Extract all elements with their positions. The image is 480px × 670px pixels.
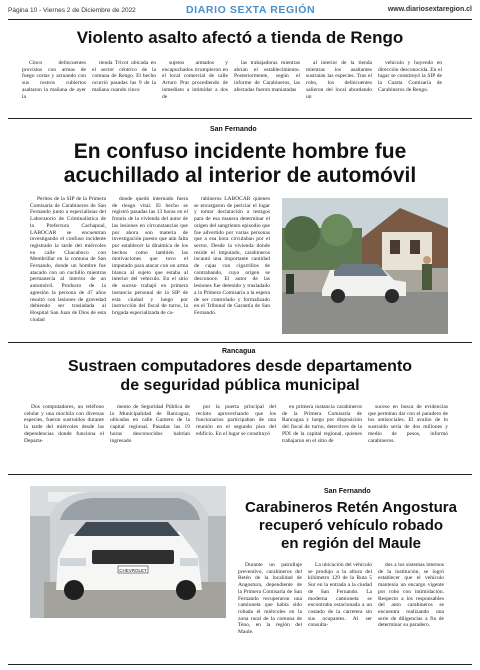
car-street-scene-image bbox=[282, 198, 448, 334]
article4-title-line2: recuperó vehículo robado bbox=[258, 517, 444, 534]
article3-col-5: suceso en busca de evidencias que permitan dar con el paradero de los antisociales. El avalúo de lo sustraído sería de dos millones y medio de pesos, informó carabineros. bbox=[368, 404, 448, 444]
article1-col-3: sujetos armados y encapuchados irrumpieron en el local comercial de calle Arturo Prat procediendo de inmediato a intimidar a dos de bbox=[162, 60, 228, 100]
article1-col-1: Cinco delincuentes provistos con armas de fuego cortas y actuando con sus rostros cubiertos asaltaron la mañana de ayer la bbox=[22, 60, 86, 100]
article4-title-line3: en región del Maule bbox=[280, 535, 422, 552]
article3-title-line1: Sustraen computadores desde departamento bbox=[67, 358, 413, 375]
article4-title-line1: Carabineros Retén Angostura bbox=[245, 499, 457, 516]
article2-col-2: donde quedó internado fuera de riesgo vital. El hecho se registró pasadas las 13 horas en el frontis de la vivienda del autor de las lesiones en circunstancias que por ahora son materia de investigación puesto que aún falta por establecer la dinámica de los hechos como también las motivaciones que tuvo el imputado para atacar con un arma blanca al sujeto que estaba al interior del vehículo. En el sitio de suceso trabajó en primera instancia personal de la SIP de esta ciudad y luego por instrucción del fiscal de turno, la brigada especializada de ca- bbox=[112, 196, 188, 316]
header-rule bbox=[8, 19, 472, 20]
vehicle-photo bbox=[30, 486, 226, 618]
page-date: Página 10 - Viernes 2 de Diciembre de 2022 bbox=[8, 7, 136, 14]
article3-col-1: Dos computadores, un teléfono celular y una mochila con diversas especies, fueron sustraídos durante la tarde del miércoles desde las dependencias donde funciona el Departa- bbox=[24, 404, 104, 444]
newspaper-brand: DIARIO SEXTA REGIÓN bbox=[186, 4, 316, 16]
article3-col-4: en primera instancia carabineros de la Primera Comisaría de Rancagua y luego por disposición del fiscal de turno, detectives de la PDI de la capital regional, quienes trabajaron en el sitio de bbox=[282, 404, 362, 444]
page-bottom-rule bbox=[8, 664, 472, 665]
article3-col-2: mento de Seguridad Pública de la Municipalidad de Rancagua, ubicadas en calle Gamero de la capital regional. Pasadas las 19 horas desconocidos habrían ingresado bbox=[110, 404, 190, 444]
recovered-truck-image bbox=[30, 486, 226, 618]
article2-title-line2: acuchillado al interior de automóvil bbox=[63, 164, 417, 187]
article3-kicker: Rancagua bbox=[222, 348, 256, 355]
article2-divider bbox=[8, 342, 472, 343]
article4-col-2: La ubicación del vehículo se produjo a la altura del kilómetro 129 de la Ruta 5 Sur en la entrada a la ciudad de San Fernando. La moderna camioneta se encontraba estacionada a un costado de la carretera sin sus ocupantes. Al ser consulta- bbox=[308, 562, 372, 629]
photo-plate-text: CHEVROLET bbox=[119, 568, 147, 573]
article3-divider bbox=[8, 474, 472, 475]
article1-col-6: vehículo y huyendo en dirección desconocida. En el lugar se constituyó la SIP de la Cuarta Comisaría de Carabineros de Rengo. bbox=[378, 60, 442, 93]
website-link[interactable]: www.diariosextaregion.cl bbox=[387, 6, 472, 13]
article4-col-1: Durante un patrullaje preventivo, carabineros del Retén de la localidad de Angostura, dependiente de la Primera Comisaría de San Fernando recuperaron una camioneta que había sido robada el miércoles en la zona rural de la comuna de Teno, en la región del Maule. bbox=[238, 562, 302, 636]
article1-divider bbox=[8, 118, 472, 119]
article3-col-3: por la puerta principal del recinto aprovechando que los funcionarios participaban de una reunión en el segundo piso del edificio. En el lugar se constituyó bbox=[196, 404, 276, 437]
article2-col-1: Peritos de la SIP de la Primera Comisaría de Carabineros de San Fernando junto a especialistas del Laboratorio de Criminalística de la Prefectura Cachapoal, LABOCAR se encuentran investigando el confuso incidente registrado la tarde del miércoles en calle Chacabuco con Membrillar en la comuna de San Fernando, donde un hombre fue atacado con un cuchillo mientras permanecía al interior de un automóvil. Producto de la agresión la persona de 47 años resultó con lesiones de gravedad debiendo ser trasladada al Hospital San Juan de Dios de esta ciudad bbox=[30, 196, 106, 323]
article4-col-3: dos a los sistemas internos de la institución, se logró establecer que el vehículo mantenía un encargo vigente por robo con intimidación. Respecto a los responsables del auto carabineros se encuentra realizando una serie de diligencias a fin de determinar su paradero. bbox=[378, 562, 444, 629]
page-header bbox=[8, 4, 472, 18]
article2-kicker: San Fernando bbox=[210, 126, 257, 133]
article2-title-line1: En confuso incidente hombre fue bbox=[73, 140, 407, 163]
article1-col-2: tienda Tricot ubicada en el sector céntrico de la comuna de Rengo. El hecho ocurrió pasadas las 9 de la mañana cuando cinco bbox=[92, 60, 156, 93]
article2-col-3: rabineros LABOCAR quienes se encargaron de periciar el lugar y tomar declaración a testigos para de esa manera determinar el origen del sangriento episodio que fue advertido por varias personas que a esa hora circulaban por el sector. Desde la vivienda donde reside el imputado, carabineros incautó una importante cantidad de cajas con cigarrillos de contrabando, cuyo origen se desconoce. El autor de las lesiones fue detenido y trasladado a la Primera Comisaría a la espera de ser controlado y formalizado en el Tribunal de Garantía de San Fernando. bbox=[194, 196, 270, 316]
article4-kicker: San Fernando bbox=[324, 488, 371, 495]
article1-title: Violento asalto afectó a tienda de Rengo bbox=[76, 28, 404, 47]
article1-col-5: al interior de la tienda mientras los asaltantes sustraían las especies. Tras el robo, los delincuentes salieron del local abordando un bbox=[306, 60, 372, 100]
article1-col-4: las trabajadoras mientras abrían el establecimiento. Posteriormente, según el informe de Carabineros, las afectadas fueron maniatadas bbox=[234, 60, 300, 93]
article3-title-line2: de seguridad pública municipal bbox=[120, 377, 360, 394]
incident-photo bbox=[282, 198, 448, 334]
